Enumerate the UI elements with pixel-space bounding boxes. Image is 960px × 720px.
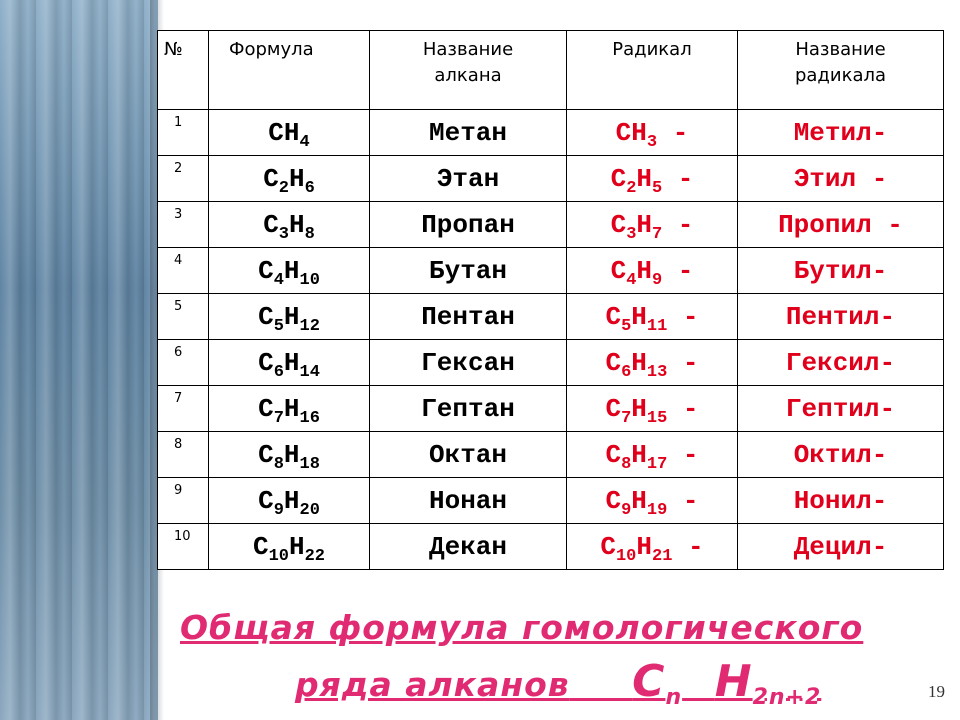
formula-hydrogen-subscript: 6: [304, 178, 315, 198]
general-formula-gap: [570, 665, 632, 704]
radical-carbon: C: [600, 531, 616, 562]
formula-hydrogen-subscript: 16: [299, 408, 320, 428]
alkane-formula: [209, 478, 370, 524]
row-number: 5: [158, 294, 209, 340]
alkanes-table: [157, 30, 944, 570]
formula-carbon-subscript: 8: [273, 454, 284, 474]
formula-hydrogen-subscript: 14: [299, 362, 320, 382]
table-row: [158, 110, 944, 156]
radical-hydrogen: H: [636, 209, 652, 240]
alkane-name: Этан: [370, 156, 567, 202]
alkane-formula: [209, 202, 370, 248]
radical-carbon: CH: [615, 117, 647, 148]
table-body: [158, 110, 944, 570]
formula-carbon: C: [258, 439, 274, 470]
formula-carbon: C: [263, 163, 279, 194]
formula-hydrogen: H: [289, 531, 305, 562]
general-formula-line2: [295, 656, 822, 710]
radical-carbon: C: [605, 347, 622, 378]
radical-hydrogen-subscript: 13: [646, 362, 668, 382]
radical-dash: -: [657, 117, 689, 148]
radical-formula: [567, 248, 738, 294]
radical-hydrogen-subscript: 3: [646, 132, 658, 152]
radical-carbon: C: [610, 209, 627, 240]
alkane-name: Пентан: [370, 294, 567, 340]
radical-name: Пентил-: [738, 294, 944, 340]
formula-hydrogen: H: [283, 439, 300, 470]
radical-name: Гептил-: [738, 386, 944, 432]
radical-carbon-subscript: 8: [621, 454, 632, 474]
row-number: 3: [158, 202, 209, 248]
formula-h: H: [714, 656, 753, 707]
header-radical: Радикал: [567, 31, 738, 110]
radical-carbon-subscript: 4: [626, 270, 637, 290]
radical-carbon: C: [605, 393, 622, 424]
row-number: 1: [158, 110, 209, 156]
general-formula-series-text: ряда алканов: [295, 665, 570, 704]
header-formula: Формула: [209, 31, 370, 110]
radical-dash: -: [667, 393, 699, 424]
alkane-formula: [209, 248, 370, 294]
formula-h-subscript: 2n+2: [752, 685, 822, 710]
formula-hydrogen-subscript: 12: [299, 316, 320, 336]
radical-dash: -: [662, 163, 694, 194]
page-number: 19: [928, 682, 945, 701]
formula-carbon: C: [263, 209, 279, 240]
radical-formula: [567, 432, 738, 478]
table-row: [158, 340, 944, 386]
table-header-row: [158, 31, 944, 110]
radical-dash: -: [667, 485, 699, 516]
radical-hydrogen: H: [636, 531, 652, 562]
radical-carbon: C: [610, 163, 627, 194]
row-number: 8: [158, 432, 209, 478]
radical-carbon-subscript: 10: [615, 546, 637, 566]
formula-hydrogen: H: [283, 393, 300, 424]
radical-name: Гексил-: [738, 340, 944, 386]
alkane-formula: [209, 156, 370, 202]
radical-name: Пропил -: [738, 202, 944, 248]
formula-hydrogen: H: [283, 485, 300, 516]
radical-carbon-subscript: 2: [626, 178, 637, 198]
alkanes-table-container: [157, 30, 944, 570]
alkane-formula: [209, 524, 370, 570]
radical-carbon-subscript: 5: [621, 316, 632, 336]
radical-hydrogen-subscript: 9: [652, 270, 663, 290]
radical-carbon-subscript: 3: [626, 224, 637, 244]
radical-hydrogen-subscript: 19: [646, 500, 668, 520]
formula-carbon: C: [258, 393, 274, 424]
formula-c: C: [632, 656, 666, 707]
formula-carbon-subscript: 4: [273, 270, 284, 290]
alkane-name: Декан: [370, 524, 567, 570]
formula-carbon: C: [258, 485, 274, 516]
formula-hydrogen-subscript: 20: [299, 500, 320, 520]
radical-carbon: C: [605, 485, 622, 516]
alkane-name: Бутан: [370, 248, 567, 294]
header-number: №: [158, 31, 209, 110]
alkane-name: Пропан: [370, 202, 567, 248]
radical-carbon-subscript: 9: [621, 500, 632, 520]
row-number: 2: [158, 156, 209, 202]
table-row: [158, 294, 944, 340]
radical-hydrogen: H: [636, 255, 652, 286]
table-row: [158, 156, 944, 202]
table-row: [158, 478, 944, 524]
formula-hydrogen-subscript: 8: [304, 224, 315, 244]
radical-hydrogen-subscript: 21: [652, 546, 673, 566]
formula-carbon-subscript: 6: [273, 362, 284, 382]
radical-carbon-subscript: 6: [621, 362, 632, 382]
radical-hydrogen: H: [631, 485, 647, 516]
radical-hydrogen-subscript: 5: [652, 178, 663, 198]
radical-name: Октил-: [738, 432, 944, 478]
table-row: [158, 524, 944, 570]
radical-name: Бутил-: [738, 248, 944, 294]
row-number: 4: [158, 248, 209, 294]
radical-hydrogen-subscript: 7: [652, 224, 663, 244]
formula-carbon: CH: [268, 117, 300, 148]
radical-hydrogen-subscript: 15: [646, 408, 668, 428]
radical-hydrogen-subscript: 11: [646, 316, 668, 336]
table-row: [158, 248, 944, 294]
formula-hydrogen: H: [289, 209, 305, 240]
formula-carbon-subscript: 3: [278, 224, 289, 244]
radical-formula: [567, 202, 738, 248]
formula-carbon: C: [258, 255, 274, 286]
header-alkane-name-text: Название алкана: [422, 39, 514, 86]
radical-dash: -: [672, 531, 704, 562]
general-formula-expression: [632, 656, 822, 710]
radical-hydrogen: H: [631, 393, 647, 424]
table-row: [158, 386, 944, 432]
formula-c-subscript: n: [665, 685, 683, 710]
radical-formula: [567, 110, 738, 156]
formula-space: [682, 656, 715, 707]
radical-carbon-subscript: 7: [621, 408, 632, 428]
radical-dash: -: [667, 301, 699, 332]
blue-curtain-decoration: [0, 0, 158, 720]
radical-hydrogen: H: [631, 347, 647, 378]
table-row: [158, 202, 944, 248]
formula-carbon: C: [252, 531, 269, 562]
formula-hydrogen: H: [283, 255, 300, 286]
radical-formula: [567, 340, 738, 386]
radical-name: Этил -: [738, 156, 944, 202]
radical-name: Децил-: [738, 524, 944, 570]
alkane-formula: [209, 340, 370, 386]
alkane-name: Нонан: [370, 478, 567, 524]
radical-carbon: C: [610, 255, 627, 286]
alkane-formula: [209, 386, 370, 432]
formula-carbon-subscript: 7: [273, 408, 284, 428]
table-row: [158, 432, 944, 478]
radical-hydrogen: H: [631, 301, 647, 332]
formula-carbon-subscript: 2: [278, 178, 289, 198]
formula-carbon: C: [258, 347, 274, 378]
alkane-formula: [209, 110, 370, 156]
formula-hydrogen: H: [283, 347, 300, 378]
radical-formula: [567, 294, 738, 340]
radical-hydrogen: H: [631, 439, 647, 470]
radical-dash: -: [662, 209, 694, 240]
row-number: 10: [158, 524, 209, 570]
row-number: 7: [158, 386, 209, 432]
alkane-name: Гептан: [370, 386, 567, 432]
radical-name: Нонил-: [738, 478, 944, 524]
radical-formula: [567, 524, 738, 570]
radical-carbon: C: [605, 301, 622, 332]
radical-formula: [567, 478, 738, 524]
header-radical-name-text: Название радикала: [794, 39, 887, 86]
formula-hydrogen-subscript: 10: [299, 270, 320, 290]
formula-carbon: C: [258, 301, 274, 332]
radical-dash: -: [662, 255, 694, 286]
radical-name: Метил-: [738, 110, 944, 156]
formula-carbon-subscript: 10: [268, 546, 289, 566]
radical-hydrogen: H: [636, 163, 652, 194]
row-number: 9: [158, 478, 209, 524]
formula-hydrogen: H: [289, 163, 305, 194]
alkane-formula: [209, 432, 370, 478]
radical-formula: [567, 156, 738, 202]
radical-formula: [567, 386, 738, 432]
formula-hydrogen-subscript: 18: [299, 454, 320, 474]
formula-carbon-subscript: 5: [273, 316, 284, 336]
alkane-name: Октан: [370, 432, 567, 478]
radical-dash: -: [667, 347, 699, 378]
alkane-name: Метан: [370, 110, 567, 156]
header-radical-name: [738, 31, 944, 110]
formula-hydrogen-subscript: 22: [304, 546, 326, 566]
formula-hydrogen-subscript: 4: [299, 132, 310, 152]
row-number: 6: [158, 340, 209, 386]
alkane-name: Гексан: [370, 340, 567, 386]
radical-dash: -: [667, 439, 699, 470]
general-formula-title: Общая формула гомологического: [180, 608, 864, 647]
radical-hydrogen-subscript: 17: [646, 454, 668, 474]
formula-carbon-subscript: 9: [273, 500, 284, 520]
header-alkane-name: [370, 31, 567, 110]
radical-carbon: C: [605, 439, 622, 470]
alkane-formula: [209, 294, 370, 340]
formula-hydrogen: H: [283, 301, 300, 332]
